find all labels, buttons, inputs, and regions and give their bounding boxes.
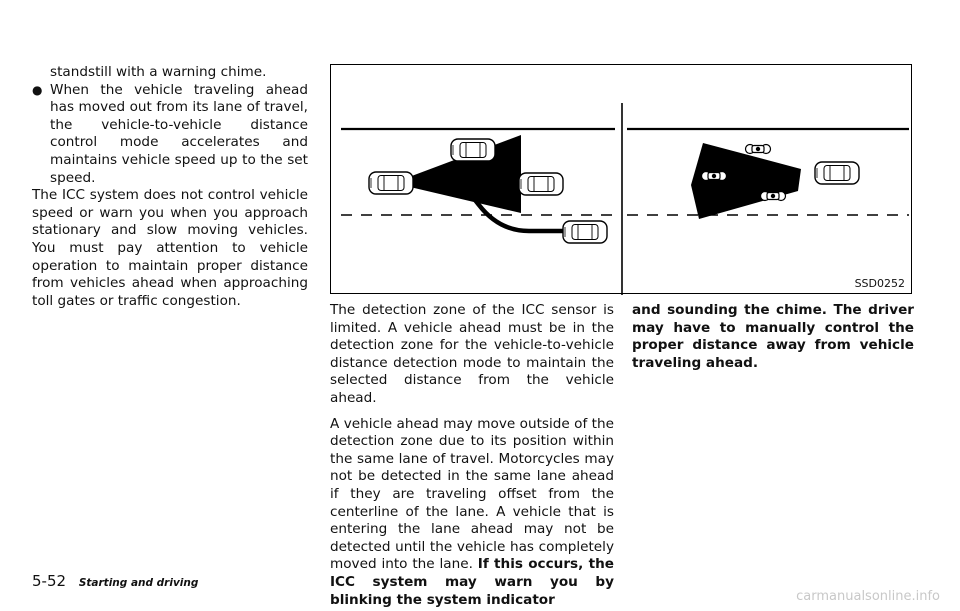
- page-footer: [32, 572, 198, 590]
- paragraph-vehicle-outside-text: A vehicle ahead may move outside of the detection zone due to its position within the same lane of travel. Motorcycles may not be detected in the same lane ahead if they are traveling offset from the centerline of the lane. A vehicle that is entering the lane ahead may not be detected until the vehicle has completely moved into the lane.: [330, 415, 614, 573]
- middle-column: [330, 302, 614, 609]
- section-title: Starting and driving: [78, 577, 199, 589]
- warning-text-bold: If this occurs, the ICC system may warn you by blinking the system indicator: [330, 556, 614, 608]
- detection-zone-figure: [330, 64, 912, 294]
- left-column: [32, 64, 308, 310]
- right-scene: [627, 129, 909, 219]
- warning-continuation: and sounding the chime. The driver may have to manually control the proper distance away from vehicle traveling ahead.: [632, 302, 914, 371]
- bullet-icon: ●: [32, 82, 43, 97]
- bullet-item: [32, 82, 308, 188]
- motorcycle-offset-1: [746, 145, 771, 154]
- bullet-text: When the vehicle traveling ahead has moved out from its lane of travel, the vehicle-to-vehicle distance control mode accelerates and maintains vehicle speed up to the set speed.: [50, 81, 308, 186]
- watermark: carmanualsonline.info: [796, 589, 940, 604]
- motorcycle-offset-2: [761, 192, 786, 201]
- figure-drawing: [331, 65, 913, 295]
- paragraph-vehicle-outside: [330, 416, 614, 610]
- paragraph-detection-zone: The detection zone of the ICC sensor is limited. A vehicle ahead must be in the detection zone for the vehicle-to-vehicle distance detection mode to maintain the selected distance from the vehicle ahead.: [330, 302, 614, 406]
- paragraph-icc-warning: The ICC system does not control vehicle speed or warn you when you approach stationary and slow moving vehicles. You must pay attention to vehicle operation to maintain proper distance from vehicles ahead when approaching toll gates or traffic congestion.: [32, 187, 308, 309]
- continued-line: standstill with a warning chime.: [50, 64, 267, 80]
- figure-code: SSD0252: [854, 277, 905, 290]
- motorcycle-in-zone: [702, 172, 727, 181]
- left-scene: [341, 129, 615, 243]
- own-vehicle-left: [369, 172, 413, 194]
- vehicle-right: [815, 162, 859, 184]
- detection-beam-right: [691, 143, 801, 219]
- page-number: 5-52: [32, 572, 67, 590]
- right-column: [632, 302, 914, 372]
